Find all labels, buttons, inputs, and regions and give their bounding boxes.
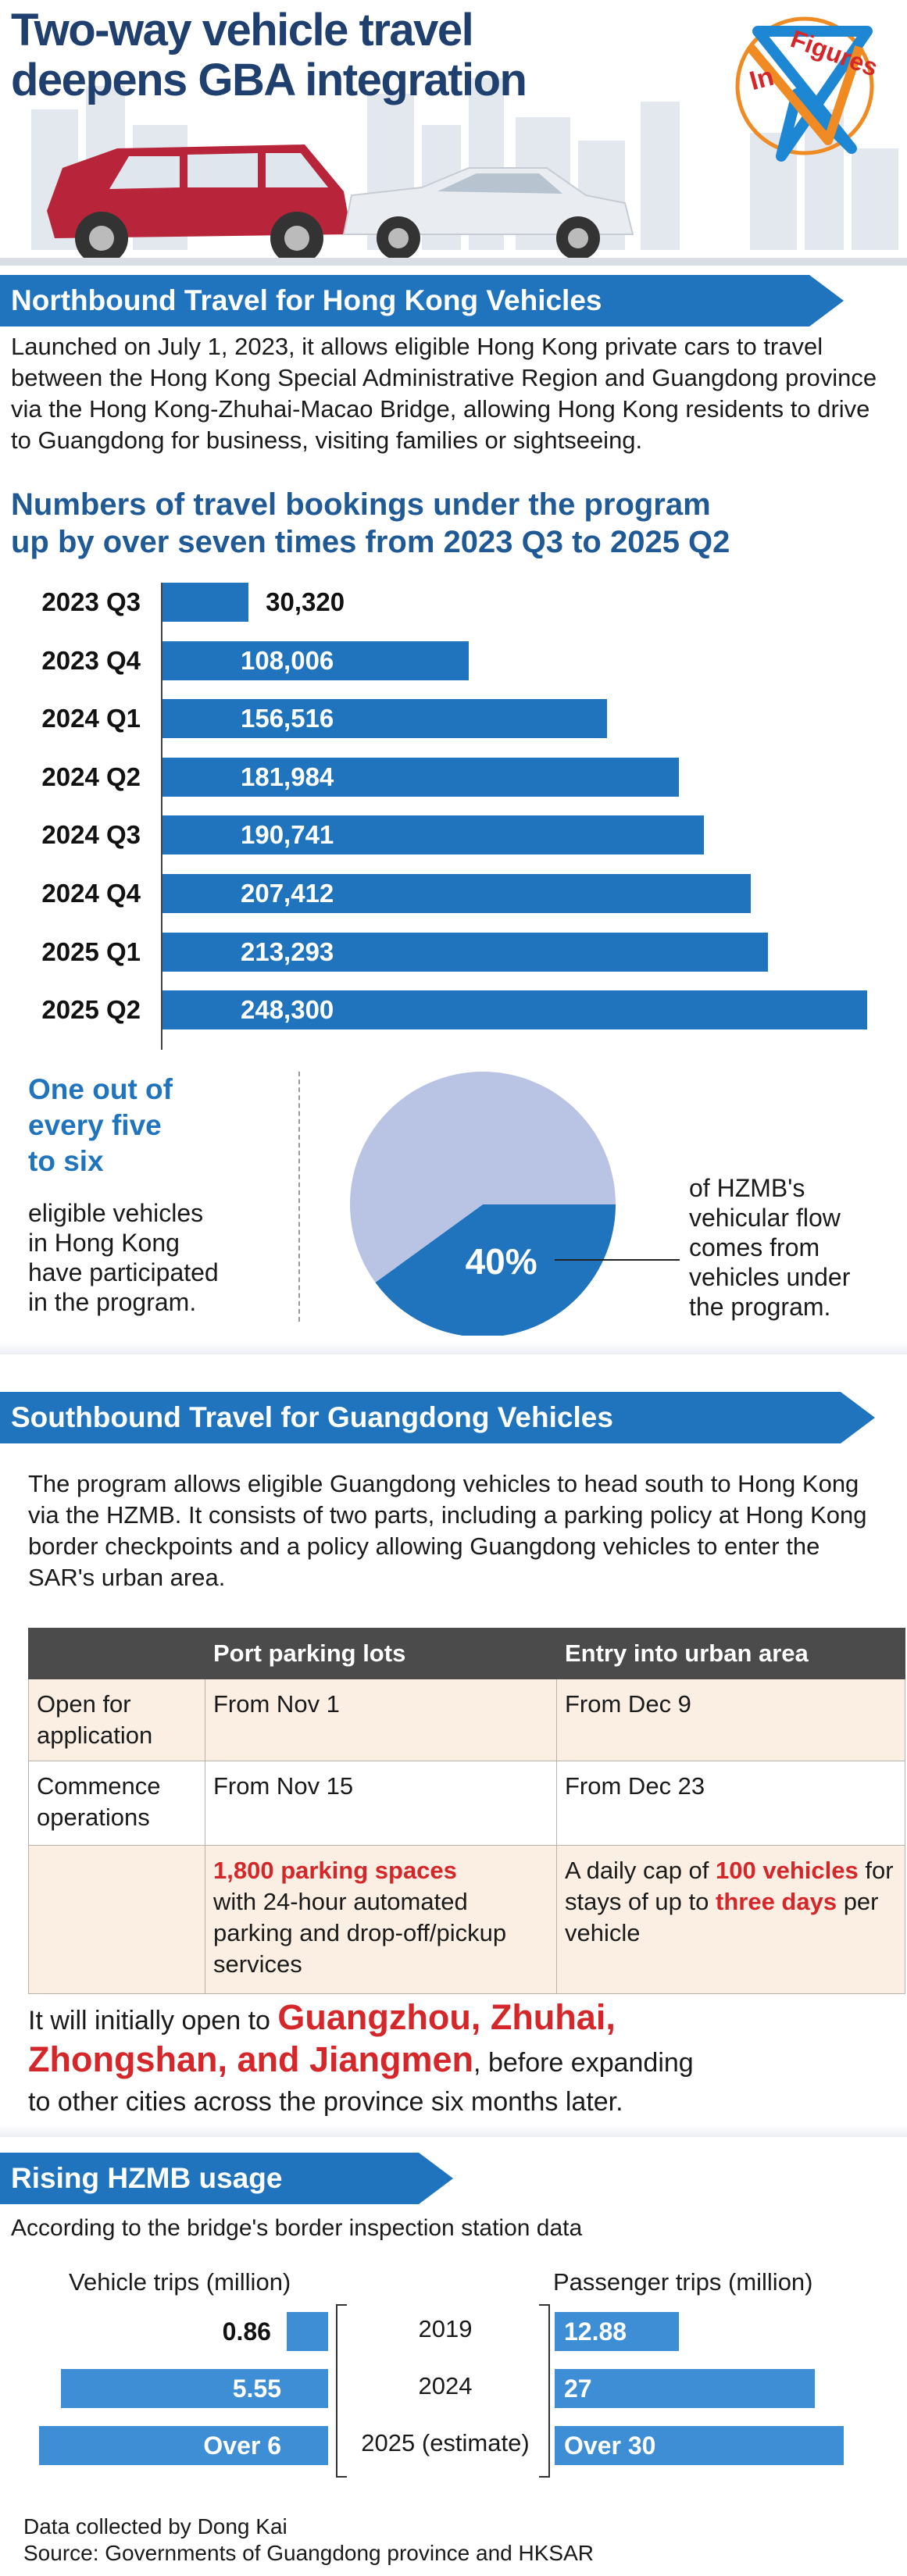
page-title-line-1: Two-way vehicle travel bbox=[11, 5, 473, 55]
bookings-bar bbox=[162, 699, 607, 738]
stat-text-line-4: in the program. bbox=[28, 1288, 197, 1316]
bookings-category-label: 2023 Q3 bbox=[41, 587, 141, 616]
cities-note bbox=[28, 1998, 895, 2121]
bookings-category-label: 2024 Q2 bbox=[41, 762, 141, 791]
cell-open-urban: From Dec 9 bbox=[557, 1679, 905, 1761]
pie-note bbox=[689, 1173, 850, 1322]
vehicle-trips-bar bbox=[39, 2426, 328, 2465]
hzmb-banner-text: Rising HZMB usage bbox=[0, 2153, 419, 2204]
cities-post-1: , before expanding bbox=[473, 2048, 694, 2078]
cities-post-2: to other cities across the province six months later. bbox=[28, 2087, 623, 2117]
daily-cap-vehicles: vehicles bbox=[762, 1857, 859, 1884]
stat-highlight bbox=[28, 1072, 173, 1179]
bookings-category-label: 2025 Q2 bbox=[41, 995, 141, 1025]
vehicle-trips-header: Vehicle trips (million) bbox=[69, 2268, 291, 2296]
southbound-table bbox=[28, 1628, 905, 1994]
bookings-value-label: 108,006 bbox=[241, 645, 334, 675]
daily-cap-text: A daily cap of bbox=[565, 1857, 716, 1884]
vehicle-trips-bar bbox=[287, 2312, 328, 2351]
hzmb-usage-chart bbox=[0, 2304, 907, 2484]
per-vehicle-text: per vehicle bbox=[565, 1888, 879, 1946]
vehicle-trips-value: 0.86 bbox=[222, 2317, 271, 2346]
page-title-line-2: deepens GBA integration bbox=[11, 55, 527, 105]
bookings-value-label: 213,293 bbox=[241, 937, 334, 966]
badge-in-text: In bbox=[746, 61, 777, 97]
northbound-banner bbox=[0, 275, 844, 326]
bookings-category-label: 2024 Q1 bbox=[41, 704, 141, 733]
stat-divider bbox=[298, 1072, 300, 1322]
row-head-commence: Commence operations bbox=[29, 1761, 205, 1846]
footer-source: Source: Governments of Guangdong province and HKSAR bbox=[23, 2541, 594, 2565]
cell-commence-urban: From Dec 23 bbox=[557, 1761, 905, 1846]
hzmb-share-pie-chart bbox=[328, 1062, 633, 1336]
cell-capacity-urban bbox=[557, 1846, 905, 1994]
table-header-empty bbox=[29, 1629, 205, 1679]
bookings-chart-title-2: up by over seven times from 2023 Q3 to 2025 Q2 bbox=[11, 525, 730, 559]
southbound-banner-text: Southbound Travel for Guangdong Vehicles bbox=[0, 1392, 841, 1443]
row-head-open: Open for application bbox=[29, 1679, 205, 1761]
bookings-value-label: 30,320 bbox=[266, 587, 345, 616]
hzmb-year-label: 2019 bbox=[418, 2315, 473, 2342]
row-head-empty bbox=[29, 1846, 205, 1994]
bookings-value-label: 156,516 bbox=[241, 704, 334, 733]
bookings-value-label: 207,412 bbox=[241, 879, 334, 908]
parking-spaces-highlight: 1,800 parking spaces bbox=[213, 1857, 457, 1884]
bookings-bar bbox=[162, 583, 248, 622]
pie-note-line-4: vehicles under bbox=[689, 1263, 851, 1291]
cell-commence-parking: From Nov 15 bbox=[205, 1761, 557, 1846]
stat-highlight-line-3: to six bbox=[28, 1145, 104, 1177]
northbound-banner-text: Northbound Travel for Hong Kong Vehicles bbox=[0, 275, 809, 326]
daily-cap-number: 100 bbox=[716, 1857, 756, 1884]
banner-arrow bbox=[841, 1392, 875, 1443]
section-shadow bbox=[0, 2125, 907, 2137]
hzmb-subtitle: According to the bridge's border inspection station data bbox=[11, 2215, 583, 2241]
stat-highlight-line-1: One out of bbox=[28, 1073, 173, 1105]
cities-highlight-2: Zhongshan, and Jiangmen bbox=[28, 2039, 474, 2079]
table-header-parking: Port parking lots bbox=[205, 1629, 557, 1679]
northbound-intro: Launched on July 1, 2023, it allows eligible Hong Kong private cars to travel between the Hong Kong Special Administrative Region and Guangdong province via the Hong Kong-Zhuhai-Macao Bridge, allowing Hong Kong residents to drive to Guangdong for business, visiting families or sightseeing. bbox=[11, 333, 877, 454]
cities-highlight-1: Guangzhou, Zhuhai, bbox=[277, 1997, 616, 2037]
header bbox=[0, 0, 907, 266]
footer bbox=[23, 2514, 594, 2567]
banner-arrow bbox=[419, 2153, 453, 2204]
pie-leader-line bbox=[555, 1259, 680, 1261]
passenger-trips-value: Over 30 bbox=[564, 2432, 656, 2460]
pie-note-line-1: of HZMB's bbox=[689, 1174, 805, 1202]
passenger-trips-header: Passenger trips (million) bbox=[553, 2268, 813, 2296]
hzmb-banner bbox=[0, 2153, 453, 2204]
bookings-category-label: 2024 Q3 bbox=[41, 820, 141, 850]
stat-highlight-line-2: every five bbox=[28, 1109, 162, 1141]
bookings-category-label: 2023 Q4 bbox=[41, 645, 141, 675]
bookings-category-label: 2024 Q4 bbox=[41, 879, 141, 908]
stay-duration: three days bbox=[716, 1888, 837, 1915]
pie-note-line-2: vehicular flow bbox=[689, 1204, 841, 1232]
southbound-intro: The program allows eligible Guangdong vehicles to head south to Hong Kong via the HZMB. It consists of two parts, including a parking policy at Hong Kong border checkpoints and a policy allowing Guangdong vehicles to enter the SAR's urban area. bbox=[28, 1470, 867, 1591]
cell-capacity-parking bbox=[205, 1846, 557, 1994]
red-car-illustration bbox=[47, 144, 352, 265]
hzmb-year-label: 2024 bbox=[418, 2372, 473, 2399]
pie-note-line-3: comes from bbox=[689, 1233, 820, 1261]
passenger-trips-value: 27 bbox=[564, 2374, 592, 2403]
section-shadow bbox=[0, 1342, 907, 1354]
pie-note-line-5: the program. bbox=[689, 1293, 831, 1321]
footer-credit: Data collected by Dong Kai bbox=[23, 2514, 287, 2539]
stat-text-line-3: have participated bbox=[28, 1258, 219, 1286]
bookings-value-label: 190,741 bbox=[241, 820, 334, 850]
pie-slice-label: 40% bbox=[465, 1240, 537, 1282]
vehicle-trips-value: 5.55 bbox=[232, 2374, 281, 2403]
stat-text-line-1: eligible vehicles bbox=[28, 1199, 204, 1227]
passenger-trips-value: 12.88 bbox=[564, 2317, 627, 2346]
stat-text-line-2: in Hong Kong bbox=[28, 1229, 180, 1257]
bookings-value-label: 181,984 bbox=[241, 762, 334, 791]
bookings-chart-title-1: Numbers of travel bookings under the program bbox=[11, 487, 711, 522]
bookings-bar-chart bbox=[0, 580, 907, 1048]
parking-spaces-detail: with 24-hour automated parking and drop-off/pickup services bbox=[213, 1888, 507, 1978]
stay-text: for stays of up to bbox=[565, 1857, 894, 1915]
hzmb-year-label: 2025 (estimate) bbox=[361, 2429, 530, 2456]
banner-arrow bbox=[809, 275, 844, 326]
cell-open-parking: From Nov 1 bbox=[205, 1679, 557, 1761]
table-header-urban: Entry into urban area bbox=[557, 1629, 905, 1679]
stat-text bbox=[28, 1198, 219, 1317]
southbound-banner bbox=[0, 1392, 875, 1443]
badge-figures-text: Figures bbox=[787, 24, 882, 82]
bookings-value-label: 248,300 bbox=[241, 995, 334, 1025]
cities-pre: It will initially open to bbox=[28, 2006, 278, 2035]
bookings-category-label: 2025 Q1 bbox=[41, 937, 141, 966]
vehicle-trips-value: Over 6 bbox=[203, 2432, 281, 2460]
passenger-trips-bar bbox=[555, 2369, 815, 2408]
